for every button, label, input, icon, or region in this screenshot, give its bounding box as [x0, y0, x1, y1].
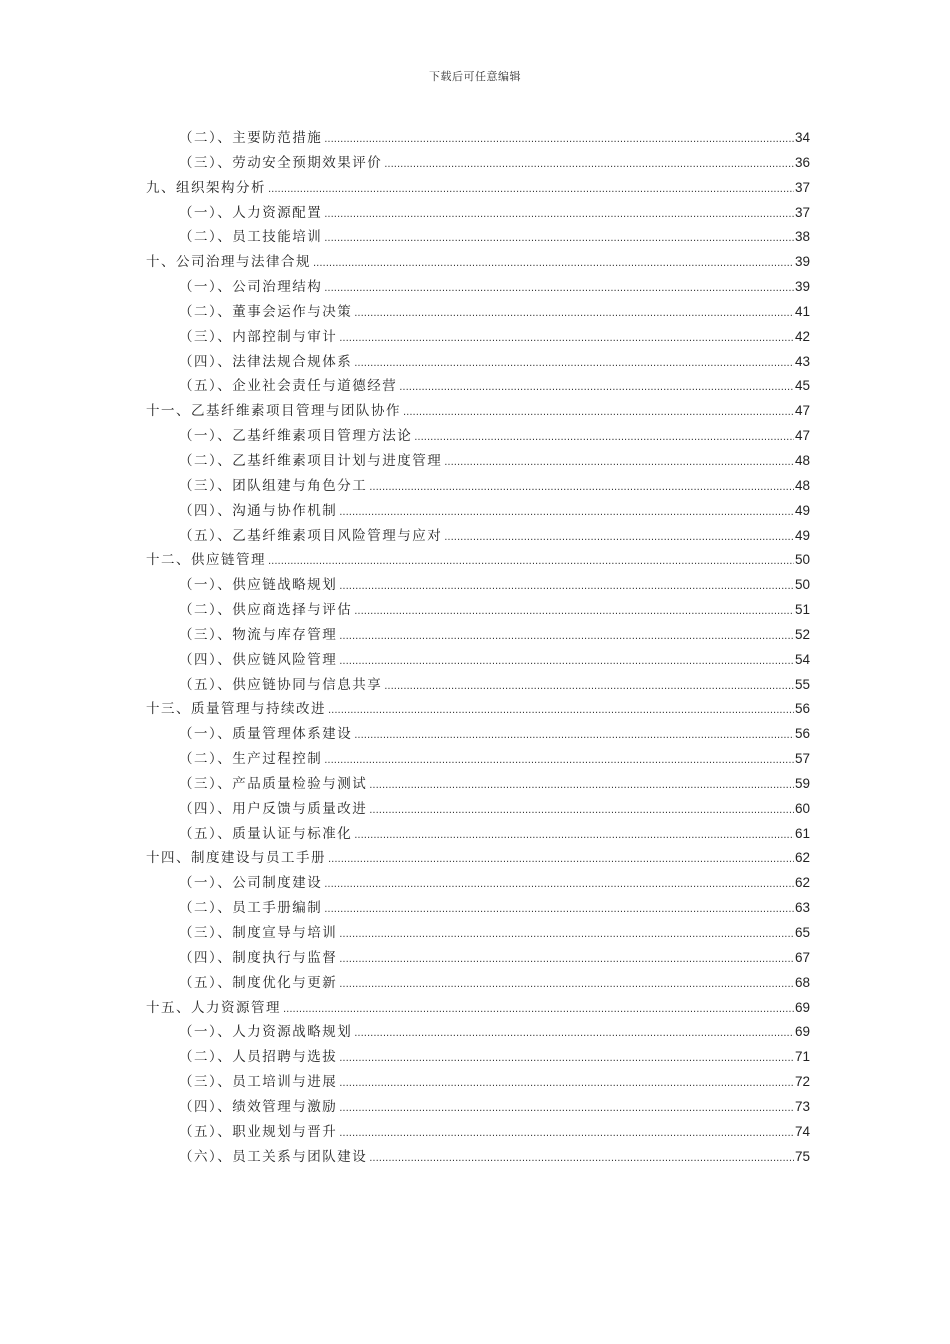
- toc-entry-page-number: 41: [794, 303, 810, 319]
- toc-leader-dots: [354, 606, 794, 617]
- toc-entry-title: （一）、人力资源配置: [179, 204, 323, 221]
- toc-entry-title: （二）、员工技能培训: [179, 229, 323, 246]
- toc-entry-title: （二）、主要防范措施: [179, 130, 323, 146]
- toc-entry-page-number: 38: [794, 229, 810, 245]
- toc-entry[interactable]: [146, 722, 810, 747]
- toc-entry-page-number: 74: [794, 1123, 810, 1139]
- toc-leader-dots: [324, 879, 794, 890]
- toc-entry[interactable]: [146, 201, 810, 226]
- toc-entry-page-number: 60: [794, 800, 810, 816]
- toc-leader-dots: [414, 432, 794, 443]
- toc-entry-title: 十二、供应链管理: [146, 552, 266, 569]
- toc-entry[interactable]: [146, 846, 810, 871]
- toc-entry-title: （一）、公司治理结构: [179, 279, 323, 296]
- toc-entry-page-number: 37: [794, 179, 810, 195]
- toc-entry-page-number: 57: [794, 751, 810, 767]
- toc-entry-title: （五）、企业社会责任与道德经营: [179, 378, 398, 395]
- toc-entry-page-number: 62: [794, 850, 810, 866]
- toc-entry-title: （一）、质量管理体系建设: [179, 726, 353, 743]
- toc-entry-page-number: 65: [794, 925, 810, 940]
- toc-leader-dots: [354, 730, 794, 741]
- toc-leader-dots: [369, 1153, 794, 1164]
- toc-leader-dots: [354, 308, 794, 319]
- toc-leader-dots: [339, 1053, 794, 1064]
- toc-entry-title: （三）、劳动安全预期效果评价: [179, 154, 383, 171]
- toc-entry[interactable]: [146, 772, 810, 797]
- toc-leader-dots: [268, 556, 794, 567]
- toc-entry-page-number: 51: [794, 602, 810, 618]
- toc-leader-dots: [328, 854, 794, 865]
- toc-entry[interactable]: [146, 871, 810, 896]
- toc-entry[interactable]: [146, 424, 810, 449]
- toc-entry[interactable]: [146, 250, 810, 275]
- toc-entry-page-number: 50: [794, 552, 810, 568]
- toc-leader-dots: [369, 482, 794, 493]
- toc-leader-dots: [384, 159, 794, 170]
- toc-entry-title: （二）、员工手册编制: [179, 900, 323, 917]
- toc-entry[interactable]: [146, 1120, 810, 1145]
- toc-entry[interactable]: [146, 1070, 810, 1095]
- toc-leader-dots: [339, 1103, 794, 1114]
- toc-entry[interactable]: [146, 623, 810, 648]
- toc-entry[interactable]: [146, 474, 810, 499]
- toc-entry[interactable]: [146, 350, 810, 375]
- toc-leader-dots: [403, 407, 794, 418]
- toc-entry[interactable]: [146, 1095, 810, 1120]
- toc-entry-page-number: 48: [794, 452, 810, 468]
- toc-leader-dots: [399, 382, 794, 393]
- toc-leader-dots: [339, 507, 794, 518]
- toc-entry-page-number: 45: [794, 378, 810, 394]
- toc-entry-page-number: 62: [794, 875, 810, 891]
- toc-leader-dots: [339, 1128, 794, 1139]
- toc-entry[interactable]: [146, 548, 810, 573]
- toc-entry-page-number: 42: [794, 328, 810, 344]
- toc-entry[interactable]: [146, 797, 810, 822]
- toc-entry-page-number: 56: [794, 726, 810, 742]
- toc-entry-title: 十一、乙基纤维素项目管理与团队协作: [146, 403, 401, 420]
- toc-entry-title: （二）、董事会运作与决策: [179, 303, 353, 320]
- toc-leader-dots: [444, 532, 794, 543]
- toc-leader-dots: [339, 631, 794, 642]
- toc-entry[interactable]: [146, 996, 810, 1021]
- toc-entry-title: 九、组织架构分析: [146, 179, 266, 196]
- toc-entry[interactable]: [146, 374, 810, 399]
- toc-entry-title: （三）、内部控制与审计: [179, 328, 338, 345]
- toc-entry-title: （四）、绩效管理与激励: [179, 1098, 338, 1115]
- toc-leader-dots: [339, 581, 794, 592]
- toc-entry-page-number: 36: [794, 154, 810, 170]
- toc-entry-page-number: 48: [794, 477, 810, 493]
- toc-entry-title: （五）、制度优化与更新: [179, 974, 338, 991]
- page-header: 下载后可任意编辑: [429, 70, 521, 83]
- toc-entry[interactable]: [146, 449, 810, 474]
- toc-leader-dots: [328, 705, 794, 716]
- toc-entry[interactable]: [146, 1145, 810, 1170]
- toc-entry[interactable]: [146, 524, 810, 549]
- toc-entry[interactable]: [146, 499, 810, 524]
- toc-entry-title: （三）、物流与库存管理: [179, 626, 338, 643]
- toc-entry-title: （四）、沟通与协作机制: [179, 502, 338, 519]
- toc-leader-dots: [283, 1004, 794, 1015]
- toc-entry-page-number: 47: [794, 403, 810, 419]
- toc-leader-dots: [339, 979, 794, 990]
- toc-entry-title: （五）、乙基纤维素项目风险管理与应对: [179, 527, 443, 544]
- toc-entry[interactable]: [146, 176, 810, 201]
- toc-entry-page-number: 73: [794, 1098, 810, 1114]
- toc-entry-page-number: 69: [794, 1024, 810, 1040]
- toc-entry-title: （六）、员工关系与团队建设: [179, 1148, 368, 1165]
- toc-leader-dots: [354, 358, 794, 369]
- toc-entry-page-number: 49: [794, 502, 810, 518]
- toc-entry-title: （二）、供应商选择与评估: [179, 602, 353, 619]
- toc-leader-dots: [324, 755, 794, 766]
- toc-entry-page-number: 39: [794, 279, 810, 295]
- table-of-contents: [146, 126, 810, 1169]
- toc-entry-page-number: 67: [794, 949, 810, 965]
- toc-entry[interactable]: [146, 573, 810, 598]
- toc-leader-dots: [354, 830, 794, 841]
- toc-leader-dots: [268, 184, 794, 195]
- toc-entry-title: 十、公司治理与法律合规: [146, 254, 311, 271]
- toc-leader-dots: [339, 954, 794, 965]
- toc-entry[interactable]: [146, 747, 810, 772]
- toc-entry-title: （一）、公司制度建设: [179, 875, 323, 892]
- toc-entry-title: （三）、员工培训与进展: [179, 1074, 338, 1091]
- toc-entry[interactable]: [146, 946, 810, 971]
- toc-leader-dots: [384, 681, 794, 692]
- toc-leader-dots: [369, 780, 794, 791]
- toc-entry[interactable]: [146, 921, 810, 946]
- toc-entry-page-number: 37: [794, 204, 810, 220]
- toc-leader-dots: [324, 134, 794, 145]
- toc-entry[interactable]: [146, 325, 810, 350]
- toc-entry-title: （三）、产品质量检验与测试: [179, 775, 368, 792]
- toc-entry[interactable]: [146, 1020, 810, 1045]
- toc-entry-title: 十三、质量管理与持续改进: [146, 701, 326, 718]
- toc-leader-dots: [324, 209, 794, 220]
- toc-entry-title: 十五、人力资源管理: [146, 999, 281, 1016]
- toc-entry[interactable]: [146, 399, 810, 424]
- toc-leader-dots: [339, 1078, 794, 1089]
- toc-entry-title: （三）、团队组建与角色分工: [179, 477, 368, 494]
- toc-entry-page-number: 61: [794, 825, 810, 841]
- toc-entry-page-number: 71: [794, 1049, 810, 1065]
- toc-leader-dots: [354, 1028, 794, 1039]
- toc-entry-title: 十四、制度建设与员工手册: [146, 850, 326, 867]
- toc-entry[interactable]: [146, 225, 810, 250]
- toc-leader-dots: [324, 233, 794, 244]
- toc-entry-title: （一）、供应链战略规划: [179, 577, 338, 594]
- toc-entry[interactable]: [146, 896, 810, 921]
- toc-entry[interactable]: [146, 151, 810, 176]
- toc-entry-title: （五）、供应链协同与信息共享: [179, 676, 383, 693]
- toc-entry-title: （一）、人力资源战略规划: [179, 1024, 353, 1041]
- toc-entry-page-number: 43: [794, 353, 810, 369]
- toc-entry-page-number: 34: [794, 130, 810, 145]
- toc-entry-title: （三）、制度宣导与培训: [179, 925, 338, 941]
- toc-entry[interactable]: [146, 822, 810, 847]
- toc-entry[interactable]: [146, 275, 810, 300]
- toc-entry-page-number: 55: [794, 676, 810, 692]
- toc-leader-dots: [324, 283, 794, 294]
- toc-leader-dots: [324, 904, 794, 915]
- toc-entry[interactable]: [146, 126, 810, 151]
- toc-entry-page-number: 47: [794, 428, 810, 444]
- toc-entry-page-number: 59: [794, 775, 810, 791]
- toc-entry[interactable]: [146, 971, 810, 996]
- toc-entry[interactable]: [146, 598, 810, 623]
- toc-entry-title: （四）、用户反馈与质量改进: [179, 800, 368, 817]
- toc-entry-title: （四）、供应链风险管理: [179, 651, 338, 668]
- toc-leader-dots: [339, 333, 794, 344]
- toc-entry[interactable]: [146, 697, 810, 722]
- toc-entry[interactable]: [146, 673, 810, 698]
- toc-entry-page-number: 54: [794, 651, 810, 667]
- toc-entry-page-number: 39: [794, 254, 810, 270]
- toc-entry[interactable]: [146, 648, 810, 673]
- toc-entry[interactable]: [146, 300, 810, 325]
- toc-entry-page-number: 52: [794, 626, 810, 642]
- toc-entry-page-number: 75: [794, 1148, 810, 1164]
- toc-entry-page-number: 72: [794, 1074, 810, 1090]
- toc-entry-title: （二）、生产过程控制: [179, 751, 323, 768]
- toc-entry-title: （四）、制度执行与监督: [179, 949, 338, 966]
- toc-entry-page-number: 49: [794, 527, 810, 543]
- toc-leader-dots: [313, 258, 794, 269]
- toc-leader-dots: [339, 656, 794, 667]
- toc-entry[interactable]: [146, 1045, 810, 1070]
- toc-entry-title: （二）、乙基纤维素项目计划与进度管理: [179, 452, 443, 469]
- toc-entry-page-number: 68: [794, 974, 810, 990]
- toc-entry-title: （四）、法律法规合规体系: [179, 353, 353, 370]
- toc-leader-dots: [369, 805, 794, 816]
- toc-entry-page-number: 69: [794, 999, 810, 1015]
- toc-entry-page-number: 63: [794, 900, 810, 916]
- toc-entry-title: （五）、职业规划与晋升: [179, 1123, 338, 1140]
- toc-leader-dots: [444, 457, 794, 468]
- toc-entry-title: （二）、人员招聘与选拔: [179, 1049, 338, 1066]
- toc-entry-page-number: 50: [794, 577, 810, 593]
- toc-leader-dots: [339, 929, 794, 940]
- toc-entry-title: （一）、乙基纤维素项目管理方法论: [179, 428, 413, 445]
- toc-entry-title: （五）、质量认证与标准化: [179, 825, 353, 842]
- toc-entry-page-number: 56: [794, 701, 810, 717]
